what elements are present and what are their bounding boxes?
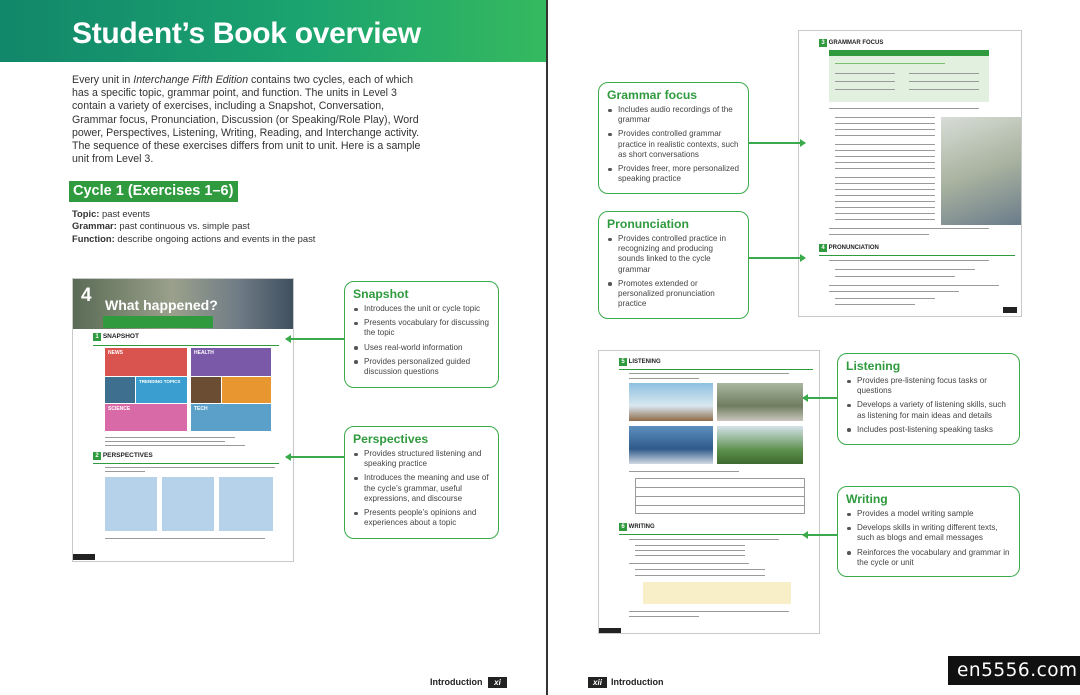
snapshot-tile-orange: [222, 377, 271, 403]
footer-left-page: xi: [488, 677, 507, 688]
perspectives-callout: [344, 426, 499, 539]
intro-paragraph: Every unit in Interchange Fifth Edition contains two cycles, each of which has a specific topic, grammar point, and function. The units in Level 3 contain a variety of exercises, including a Snapshot, Conversation, Grammar focus, Pronunciation, Discussion (or Speaking/Role Play), Word power, Perspectives, Listening, Writing, Reading, and Interchange activity. The sequence of these exercises differs from unit to unit. Here is a sample unit from Level 3.: [72, 74, 421, 166]
snapshot-callout: [344, 281, 499, 388]
perspectives-card-3: [219, 477, 273, 531]
writing-point: Provides a model writing sample: [846, 509, 1011, 519]
grammar-focus-callout: [598, 82, 749, 194]
cycle-function: describe ongoing actions and events in the past: [117, 232, 316, 244]
cycle-grammar: past continuous vs. simple past: [119, 220, 250, 232]
page-divider: [546, 0, 548, 695]
listening-point: Provides pre-listening focus tasks or questions: [846, 376, 1011, 396]
grammar-focus-point: Includes audio recordings of the grammar: [607, 105, 740, 125]
footer-right-page: xii: [588, 677, 607, 688]
unit-number: 4: [81, 285, 92, 306]
footer-left-label: Introduction: [430, 677, 483, 687]
pronunciation-callout-title: Pronunciation: [607, 217, 689, 231]
book-title: Interchange Fifth Edition: [133, 74, 249, 86]
listening-heading: 5 LISTENING: [619, 358, 661, 366]
perspectives-callout-title: Perspectives: [353, 432, 429, 446]
snapshot-point: Uses real-world information: [353, 343, 490, 353]
listening-callout-title: Listening: [846, 359, 901, 373]
perspectives-heading: 2 PERSPECTIVES: [93, 452, 153, 460]
listening-photo-4: [717, 426, 803, 464]
cycle-meta: Topic: past events Grammar: past continuous vs. simple past Function: describe ongoing actions and events in the past: [72, 208, 316, 244]
unit-goals-bar: [103, 316, 213, 328]
snapshot-heading: 1 SNAPSHOT: [93, 333, 139, 341]
perspectives-point: Introduces the meaning and use of the cycle’s grammar, useful expressions, and discourse: [353, 473, 490, 504]
perspectives-point: Provides structured listening and speaking practice: [353, 449, 490, 469]
pronunciation-heading: 4 PRONUNCIATION: [819, 244, 879, 252]
snapshot-tile-health: HEALTH: [191, 348, 271, 376]
page-title: Student’s Book overview: [72, 17, 421, 50]
cycle-topic: past events: [102, 208, 150, 219]
listening-callout: [837, 353, 1020, 445]
snapshot-photo-1: [105, 377, 135, 403]
snapshot-tile-science: SCIENCE: [105, 404, 187, 431]
writing-heading: 6 WRITING: [619, 523, 655, 531]
snapshot-point: Introduces the unit or cycle topic: [353, 304, 490, 314]
writing-point: Reinforces the vocabulary and grammar in the cycle or unit: [846, 548, 1011, 568]
pronunciation-callout: [598, 211, 749, 319]
writing-callout: [837, 486, 1020, 577]
pronunciation-arrow: [749, 257, 805, 259]
cycle-label: Cycle 1 (Exercises 1–6): [69, 181, 238, 202]
grammar-heading: 3 GRAMMAR FOCUS: [819, 39, 883, 47]
pronunciation-point: Provides controlled practice in recognizing and producing sounds linked to the cycle grammar: [607, 234, 740, 275]
snapshot-callout-title: Snapshot: [353, 287, 409, 301]
grammar-focus-arrow: [749, 142, 805, 144]
snapshot-tile-news: NEWS: [105, 348, 187, 376]
snapshot-tile-trending: TRENDING TOPICS: [136, 377, 187, 403]
listening-photo-1: [629, 383, 713, 421]
grammar-chart: [829, 50, 989, 102]
snapshot-point: Provides personalized guided discussion questions: [353, 357, 490, 377]
watermark: en5556.com: [948, 656, 1080, 685]
perspectives-arrow: [286, 456, 344, 458]
snapshot-point: Presents vocabulary for discussing the topic: [353, 318, 490, 338]
grammar-focus-point: Provides controlled grammar practice in realistic contexts, such as short conversations: [607, 129, 740, 160]
grammar-photo: [941, 117, 1022, 225]
pronunciation-point: Promotes extended or personalized pronunciation practice: [607, 279, 740, 310]
perspectives-card-1: [105, 477, 157, 531]
listening-arrow: [803, 397, 838, 399]
page-header: [0, 0, 546, 62]
grammar-page-thumbnail: [798, 30, 1022, 317]
writing-sample: [643, 582, 791, 604]
writing-point: Develops skills in writing different texts, such as blogs and email messages: [846, 523, 1011, 543]
footer-right-label: Introduction: [611, 677, 664, 687]
grammar-focus-point: Provides freer, more personalized speaking practice: [607, 164, 740, 184]
listening-point: Develops a variety of listening skills, such as listening for main ideas and details: [846, 400, 1011, 420]
writing-arrow: [803, 534, 838, 536]
writing-callout-title: Writing: [846, 492, 888, 506]
unit-title: What happened?: [105, 297, 218, 313]
snapshot-arrow: [286, 338, 344, 340]
perspectives-point: Presents people’s opinions and experiences about a topic: [353, 508, 490, 528]
unit-page-thumbnail: [72, 278, 294, 562]
listening-point: Includes post-listening speaking tasks: [846, 425, 1011, 435]
listening-photo-2: [717, 383, 803, 421]
perspectives-card-2: [162, 477, 214, 531]
listening-photo-3: [629, 426, 713, 464]
listening-page-thumbnail: [598, 350, 820, 634]
snapshot-photo-2: [191, 377, 221, 403]
grammar-focus-callout-title: Grammar focus: [607, 88, 698, 102]
snapshot-tile-tech: TECH: [191, 404, 271, 431]
